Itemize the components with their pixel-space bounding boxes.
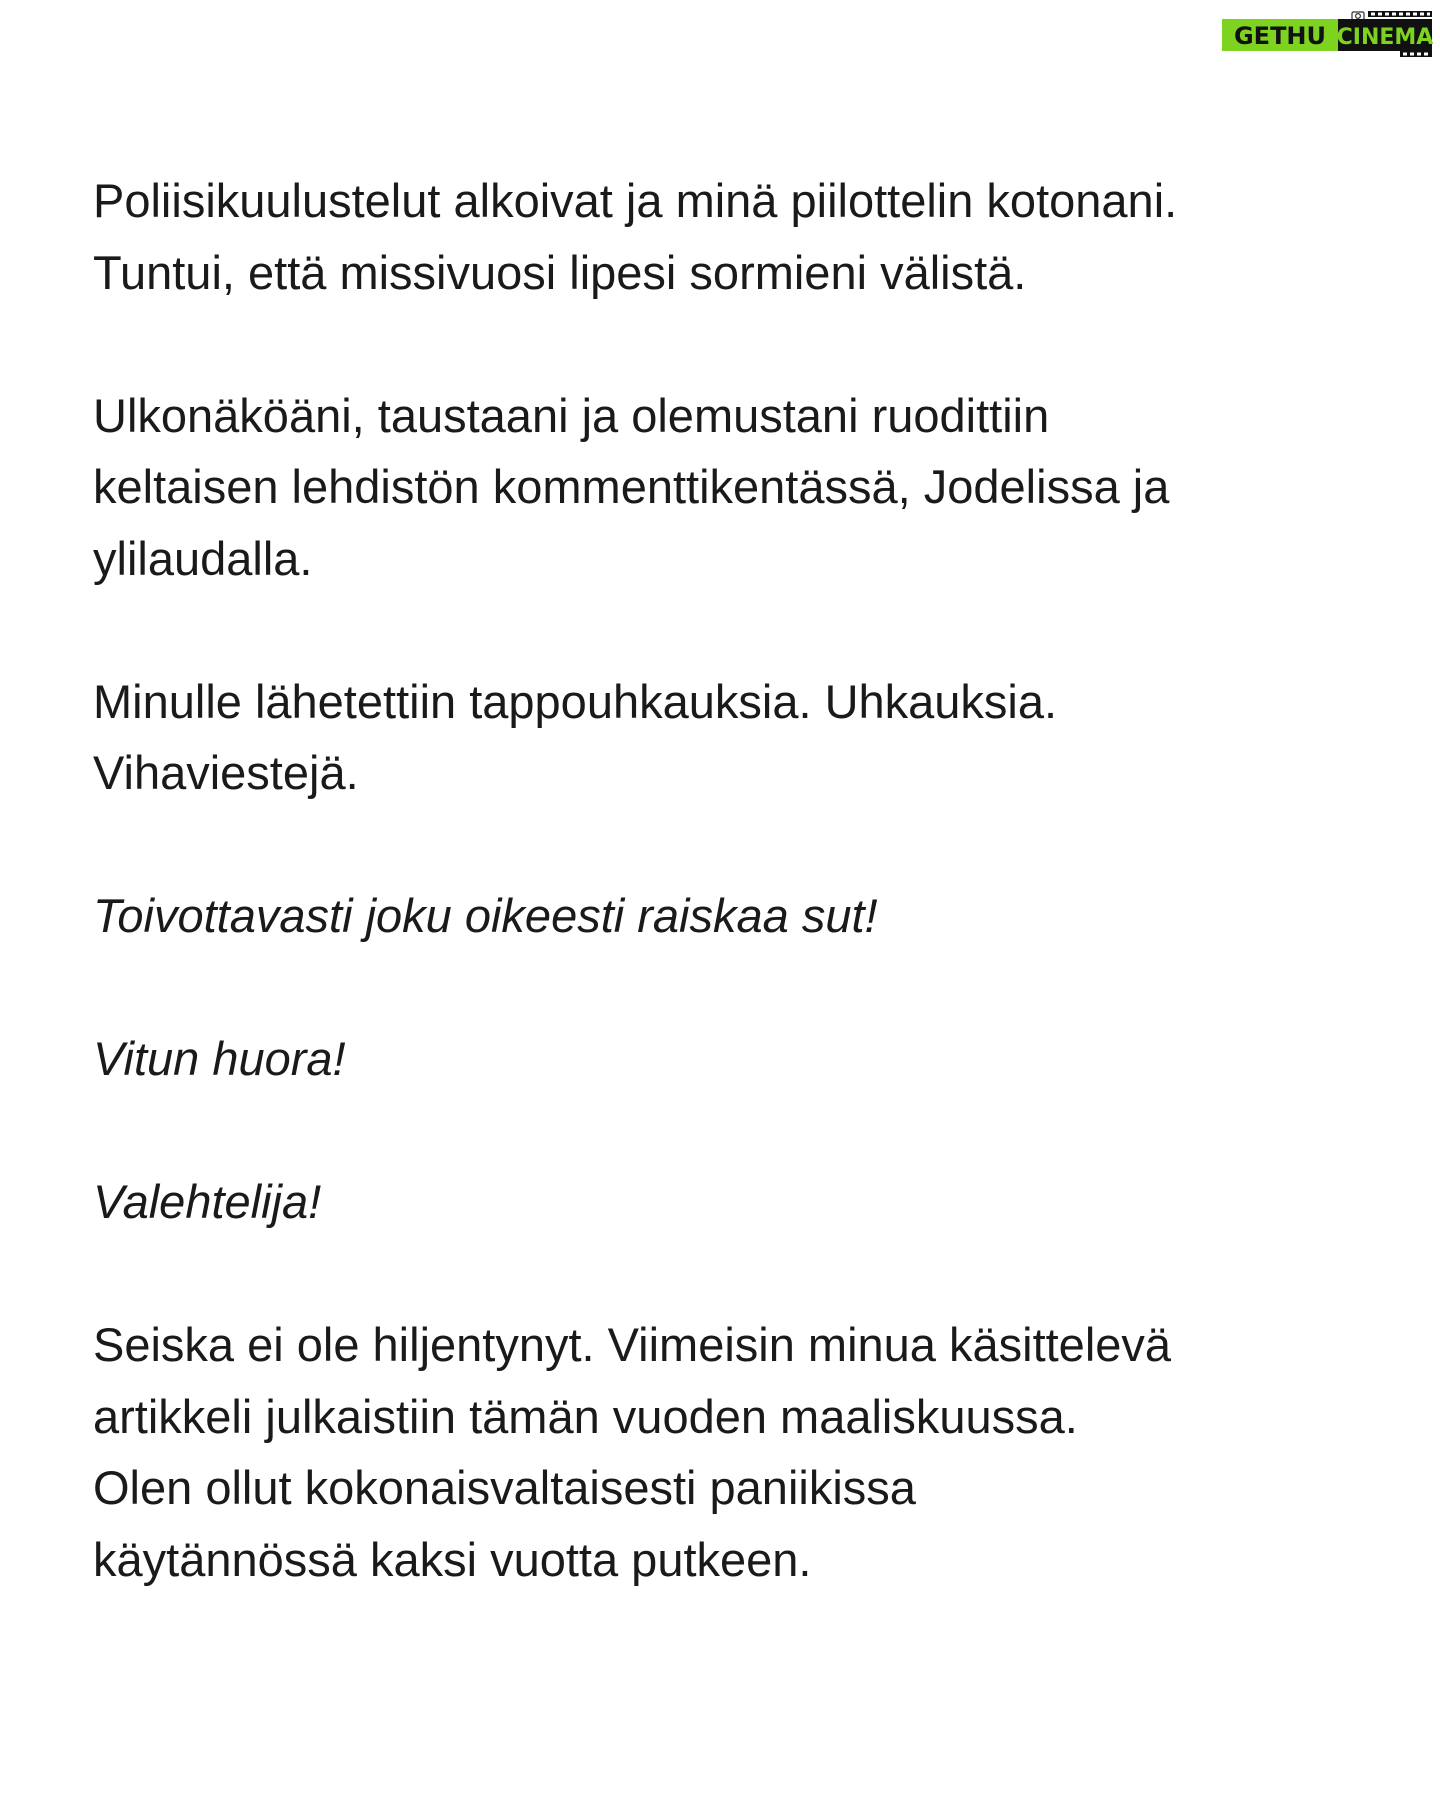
paragraph: [93, 880, 1393, 952]
paragraph-line: Toivottavasti joku oikeesti raiskaa sut!: [93, 889, 878, 942]
paragraph-line: Tuntui, että missivuosi lipesi sormieni välistä.: [93, 245, 1027, 299]
paragraph-line: Minulle lähetettiin tappouhkauksia. Uhkauksia.: [93, 674, 1058, 728]
paragraph-line: Valehtelija!: [93, 1175, 322, 1228]
paragraph: [93, 1166, 1393, 1238]
paragraph-line: Olen ollut kokonaisvaltaisesti paniikissa: [93, 1461, 916, 1514]
paragraph: [93, 1309, 1393, 1595]
paragraph-line: Ulkonäköäni, taustaani ja olemustani ruodittiin: [93, 388, 1050, 442]
paragraph-line: keltaisen lehdistön kommenttikentässä, Jodelissa ja: [93, 460, 1170, 513]
watermark-text-cinema: CINEMA: [1336, 25, 1434, 50]
watermark-text-gethu: GETHU: [1233, 22, 1327, 50]
paragraph-line: käytännössä kaksi vuotta putkeen.: [93, 1532, 812, 1586]
gethucinema-watermark-logo: [1220, 10, 1436, 58]
paragraph-line: Poliisikuulustelut alkoivat ja minä piilottelin kotonani.: [93, 174, 1178, 227]
paragraph-line: artikkeli julkaistiin tämän vuoden maaliskuussa.: [93, 1389, 1078, 1443]
paragraph-line: Seiska ei ole hiljentynyt. Viimeisin minua käsittelevä: [93, 1318, 1172, 1371]
paragraph-line: ylilaudalla.: [93, 531, 313, 585]
paragraph: [93, 165, 1393, 308]
paragraph: [93, 1023, 1393, 1095]
paragraph-line: Vitun huora!: [93, 1032, 346, 1085]
post-text-body: [93, 165, 1393, 1667]
paragraph-line: Vihaviestejä.: [93, 746, 359, 799]
paragraph: [93, 666, 1393, 809]
paragraph: [93, 380, 1393, 595]
